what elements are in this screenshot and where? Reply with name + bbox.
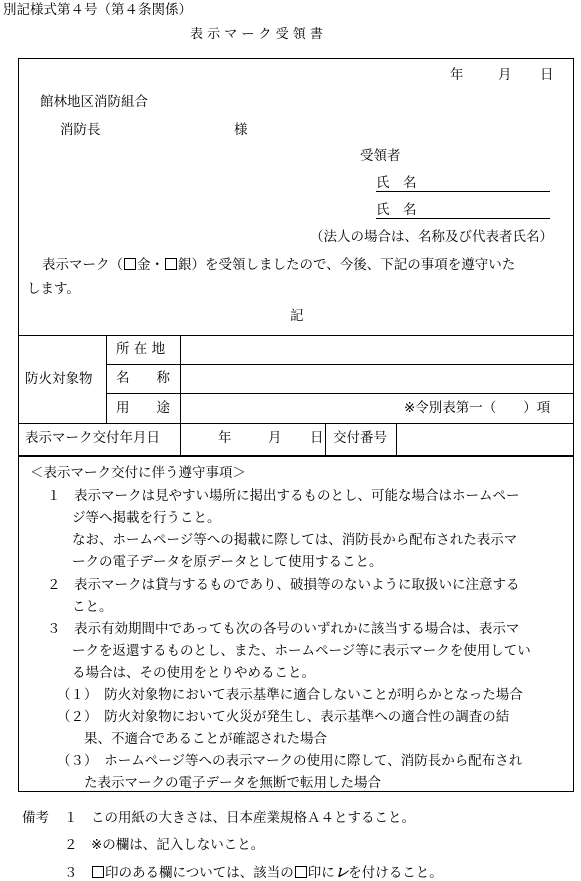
issue-day: 日: [310, 430, 324, 446]
rule-line: （１） 防火対象物において表示基準に適合しないことが明らかとなった場合: [57, 687, 523, 703]
rule-line: ークを返還するものとし、また、ホームページ等に表示マークを使用してい: [72, 643, 531, 659]
col-divider-date: [325, 423, 326, 456]
issue-year: 年: [218, 430, 232, 446]
statement-line1: [42, 258, 515, 273]
statement-line2: します。: [27, 281, 80, 297]
recipient-honorific: 様: [234, 122, 248, 138]
remark-item-3: [64, 866, 443, 881]
receiver-name1-label: 氏 名: [376, 175, 417, 191]
statement-silver: 銀）を受領しましたので、今後、下記の事項を遵守いた: [178, 257, 516, 273]
page-title: 表 示 マ ー ク 受 領 書: [190, 27, 323, 42]
gold-checkbox[interactable]: [124, 258, 136, 270]
remarks-label: 備考: [22, 810, 49, 826]
statement-gold: 金・: [137, 257, 164, 273]
rule-line: ３ 表示有効期間中であっても次の各号のいずれかに該当する場合は、表示マ: [47, 621, 520, 637]
checkbox-symbol: [92, 866, 104, 878]
rule-line: こと。: [72, 599, 113, 615]
row-divider-2: [106, 393, 574, 394]
use-note: ※令別表第一（ ）項: [404, 400, 551, 416]
table-top-border: [18, 335, 574, 336]
row-name-label: 名 称: [116, 370, 170, 386]
row-divider-3: [18, 423, 574, 424]
row-use-label: 用 途: [116, 400, 170, 416]
silver-checkbox[interactable]: [165, 258, 177, 270]
form-id: 別記様式第４号（第４条関係）: [3, 2, 192, 18]
receiver-label: 受領者: [360, 148, 401, 164]
receiver-name1-line: [376, 191, 550, 192]
row-location-label: 所 在 地: [116, 341, 166, 357]
remark3-mid2: 印に: [307, 865, 335, 881]
issue-month: 月: [268, 430, 282, 446]
check-mark-icon: レ: [334, 865, 349, 881]
rule-line: 果、不適合であることが確認された場合: [84, 731, 327, 747]
recipient-org: 館林地区消防組合: [40, 94, 148, 110]
receiver-name2-label: 氏 名: [376, 202, 417, 218]
remark3-mid: 印のある欄については、該当の: [105, 865, 294, 881]
rule-line: る場合は、その使用をとりやめること。: [72, 665, 315, 681]
date-month: 月: [498, 67, 512, 83]
issue-date-label: 表示マーク交付年月日: [25, 430, 160, 446]
receiver-name2-line: [376, 218, 550, 219]
col-divider-number: [396, 423, 397, 456]
rule-line: ークの電子データを原データとして使用すること。: [72, 554, 383, 570]
statement-pre: 表示マーク（: [42, 257, 123, 273]
rule-line: ２ 表示マークは貸与するものであり、破損等のないように取扱いに注意する: [47, 577, 520, 593]
rules-heading: ＜表示マーク交付に伴う遵守事項＞: [30, 465, 246, 481]
date-year: 年: [450, 67, 464, 83]
rule-line: １ 表示マークは見やすい場所に掲出するものとし、可能な場合はホームペー: [47, 488, 520, 504]
remark3-pre: ３: [64, 865, 91, 881]
rule-line: （２） 防火対象物において火災が発生し、表示基準への適合性の調査の結: [57, 709, 510, 725]
recipient-chief: 消防長: [60, 122, 101, 138]
rule-line: た表示マークの電子データを無断で転用した場合: [84, 775, 381, 791]
col-divider-label: [180, 335, 181, 456]
rule-line: なお、ホームページ等への掲載に際しては、消防長から配布された表示マ: [72, 532, 518, 548]
remark-item: １ この用紙の大きさは、日本産業規格Ａ４とすること。: [64, 810, 415, 826]
row-divider-1: [106, 364, 574, 365]
remark-item: ２ ※の欄は、記入しないこと。: [64, 837, 265, 853]
ki-label: 記: [290, 308, 304, 324]
remark3-post: を付けること。: [348, 865, 443, 881]
group-label: 防火対象物: [25, 371, 93, 387]
checkbox-symbol: [295, 866, 307, 878]
rule-line: ジ等へ掲載を行うこと。: [72, 510, 221, 526]
rule-line: （３） ホームページ等への表示マークの使用に際して、消防長から配布され: [57, 753, 523, 769]
date-day: 日: [540, 67, 554, 83]
receiver-note: （法人の場合は、名称及び代表者氏名）: [310, 229, 553, 245]
col-divider-group: [106, 335, 107, 423]
issue-number-label: 交付番号: [333, 430, 387, 446]
